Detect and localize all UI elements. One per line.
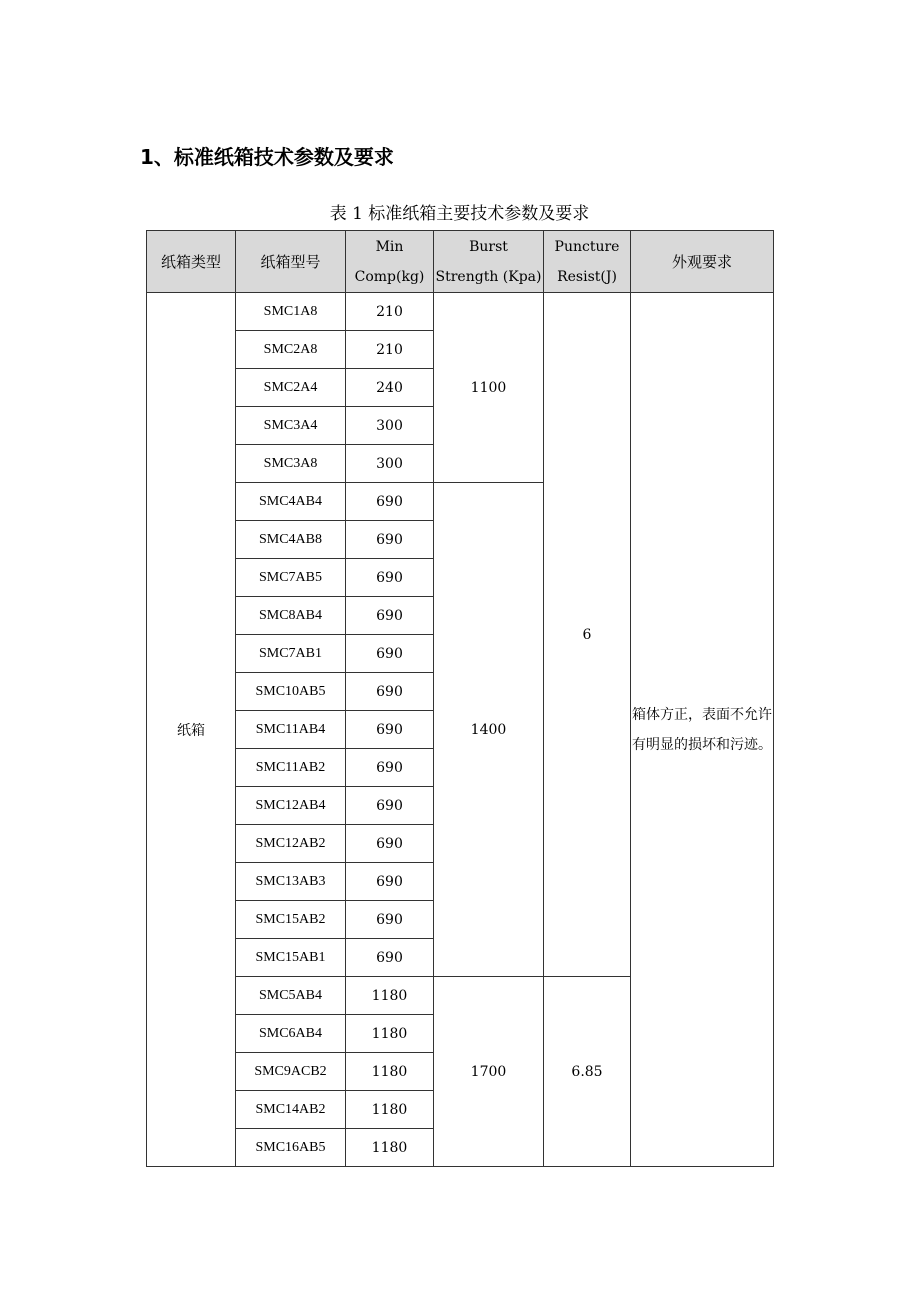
comp-cell: 690 (346, 863, 434, 901)
header-burst-strength (434, 231, 544, 293)
model-cell: SMC11AB2 (236, 749, 346, 787)
comp-cell: 690 (346, 825, 434, 863)
burst-cell-group-3: 1700 (434, 977, 544, 1167)
model-cell: SMC2A8 (236, 331, 346, 369)
comp-cell: 240 (346, 369, 434, 407)
model-cell: SMC1A8 (236, 293, 346, 331)
header-min-comp-line1: Min (375, 238, 404, 255)
comp-cell: 690 (346, 483, 434, 521)
model-cell: SMC7AB5 (236, 559, 346, 597)
comp-cell: 1180 (346, 977, 434, 1015)
model-cell: SMC13AB3 (236, 863, 346, 901)
section-heading: 1、标准纸箱技术参数及要求 (140, 145, 394, 169)
puncture-cell-group-1: 6 (544, 293, 631, 977)
box-type-cell: 纸箱 (147, 293, 236, 1167)
model-cell: SMC7AB1 (236, 635, 346, 673)
comp-cell: 300 (346, 445, 434, 483)
burst-cell-group-1: 1100 (434, 293, 544, 483)
header-puncture-line1: Puncture (554, 238, 620, 255)
comp-cell: 690 (346, 521, 434, 559)
header-appearance: 外观要求 (631, 231, 774, 293)
header-burst-line1: Burst (469, 238, 508, 255)
burst-cell-group-2: 1400 (434, 483, 544, 977)
comp-cell: 300 (346, 407, 434, 445)
table-header-row (147, 231, 774, 293)
comp-cell: 690 (346, 673, 434, 711)
model-cell: SMC6AB4 (236, 1015, 346, 1053)
model-cell: SMC14AB2 (236, 1091, 346, 1129)
header-min-comp (346, 231, 434, 293)
comp-cell: 690 (346, 559, 434, 597)
comp-cell: 1180 (346, 1129, 434, 1167)
model-cell: SMC5AB4 (236, 977, 346, 1015)
comp-cell: 690 (346, 711, 434, 749)
model-cell: SMC2A4 (236, 369, 346, 407)
comp-cell: 210 (346, 293, 434, 331)
model-cell: SMC9ACB2 (236, 1053, 346, 1091)
comp-cell: 210 (346, 331, 434, 369)
model-cell: SMC4AB8 (236, 521, 346, 559)
header-puncture-resist (544, 231, 631, 293)
table-row (147, 293, 774, 331)
comp-cell: 690 (346, 939, 434, 977)
appearance-cell: 箱体方正，表面不允许有明显的损坏和污迹。 (631, 293, 774, 1167)
model-cell: SMC11AB4 (236, 711, 346, 749)
model-cell: SMC10AB5 (236, 673, 346, 711)
table-caption: 表 1 标准纸箱主要技术参数及要求 (329, 204, 590, 224)
header-box-type: 纸箱类型 (147, 231, 236, 293)
comp-cell: 1180 (346, 1091, 434, 1129)
model-cell: SMC8AB4 (236, 597, 346, 635)
model-cell: SMC3A4 (236, 407, 346, 445)
comp-cell: 690 (346, 597, 434, 635)
comp-cell: 690 (346, 749, 434, 787)
model-cell: SMC12AB4 (236, 787, 346, 825)
comp-cell: 1180 (346, 1015, 434, 1053)
comp-cell: 1180 (346, 1053, 434, 1091)
model-cell: SMC15AB1 (236, 939, 346, 977)
model-cell: SMC12AB2 (236, 825, 346, 863)
comp-cell: 690 (346, 635, 434, 673)
header-burst-line2: Strength (Kpa) (435, 268, 542, 285)
comp-cell: 690 (346, 901, 434, 939)
header-puncture-line2: Resist(J) (557, 268, 617, 285)
model-cell: SMC4AB4 (236, 483, 346, 521)
model-cell: SMC3A8 (236, 445, 346, 483)
comp-cell: 690 (346, 787, 434, 825)
model-cell: SMC16AB5 (236, 1129, 346, 1167)
puncture-cell-group-2: 6.85 (544, 977, 631, 1167)
header-box-model: 纸箱型号 (236, 231, 346, 293)
header-min-comp-line2: Comp(kg) (354, 268, 425, 285)
spec-table (146, 230, 774, 1167)
model-cell: SMC15AB2 (236, 901, 346, 939)
